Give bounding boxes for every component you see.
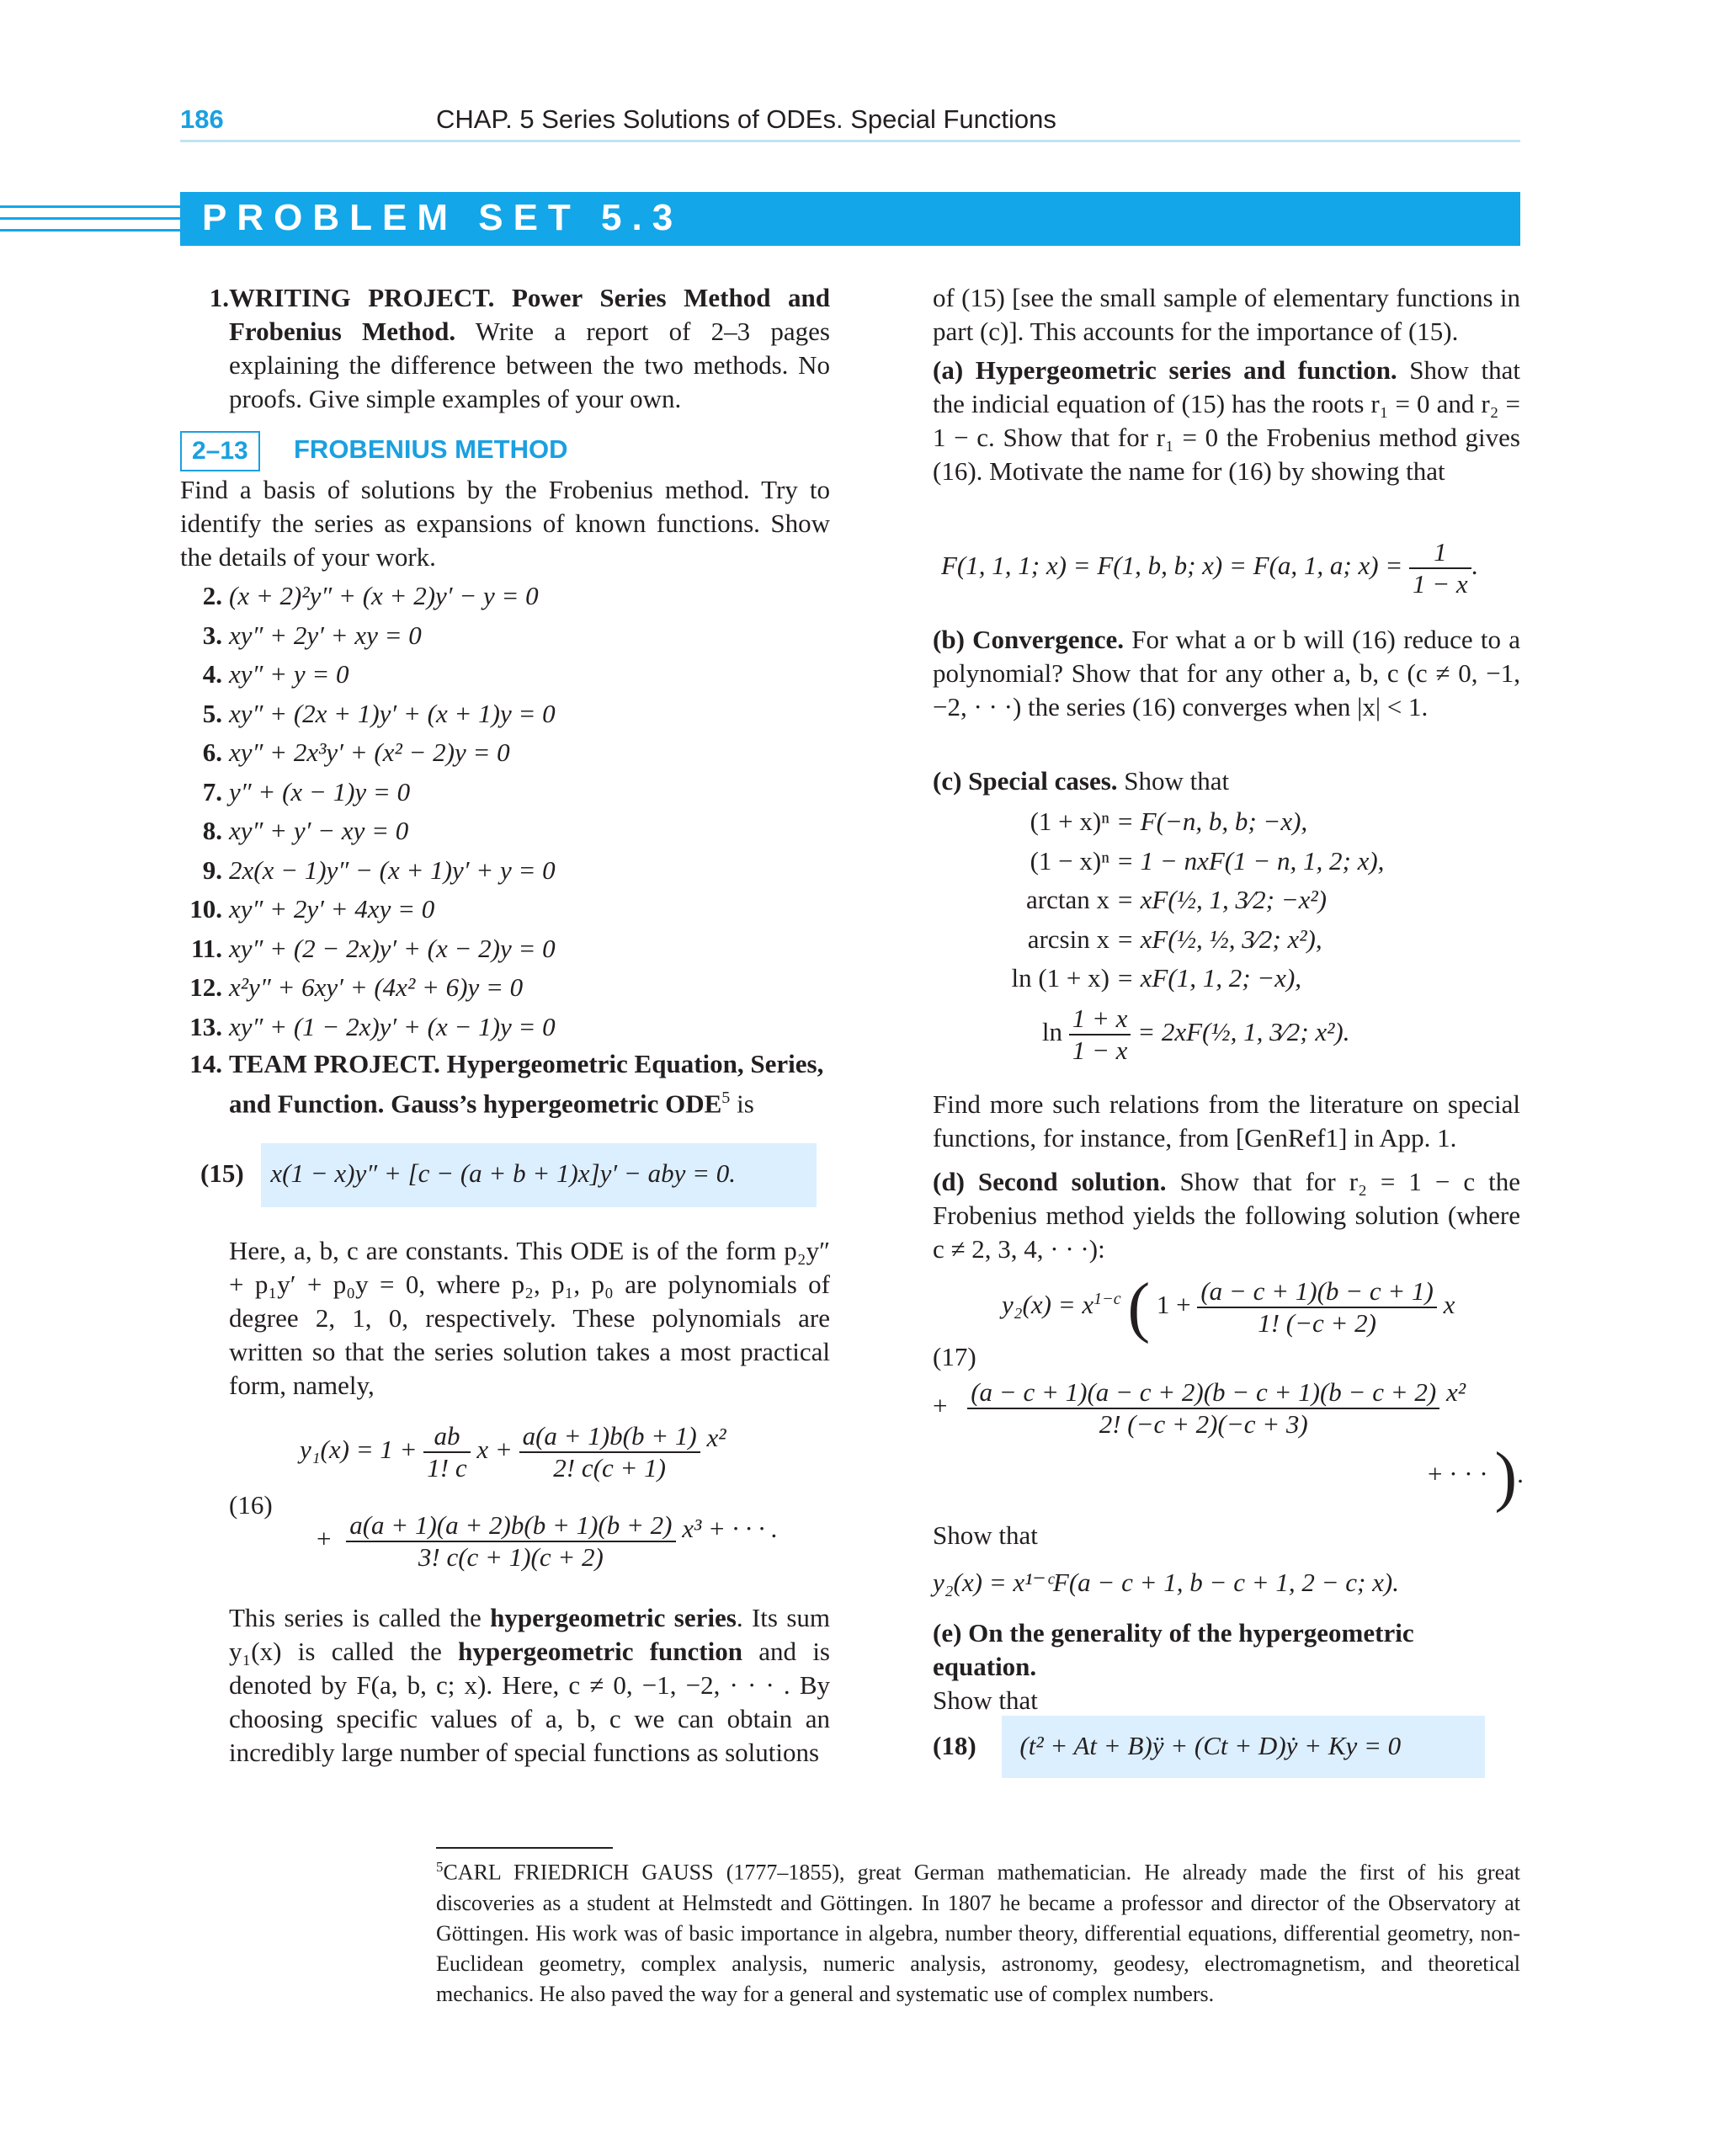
right-cont: of (15) [see the small sample of elementary functions in part (c)]. This accounts for the importance of (15). — [933, 283, 1520, 346]
eq17-paren-open: ( — [1127, 1270, 1151, 1344]
eq17-exp: 1−c — [1093, 1289, 1121, 1308]
special-case — [933, 885, 1327, 915]
eq17-frac2-den: 2! (−c + 2)(−c + 3) — [1099, 1409, 1308, 1439]
problem-item — [180, 777, 410, 807]
eq18-text: (t² + At + B)ÿ + (Ct + D)ẏ + Ky = 0 — [1019, 1731, 1402, 1760]
problem-1-title: WRITING PROJECT. Power Series Method and Frobenius Method. — [229, 283, 830, 346]
part-c-more: Find more such relations from the literature on special functions, for instance, from [GenRef1] in App. 1. — [933, 1089, 1520, 1153]
banner-stripe — [0, 217, 180, 220]
equation-17-line2 — [933, 1377, 1466, 1440]
part-a-text: Show that the indicial equation of (15) has the roots r₁ = 0 and r₂ = 1 − c. Show that for r₁ = 0 the Frobenius method gives (16). Motivate the name for (16) by showing that — [933, 355, 1520, 486]
eq17-frac1-den: 1! (−c + 2) — [1258, 1308, 1377, 1338]
special-case-lhs: (1 − x)ⁿ — [1030, 845, 1109, 876]
problem-equation: xy″ + 2y′ + xy = 0 — [229, 620, 422, 650]
eq17-plus: + — [933, 1391, 948, 1421]
problem-item — [180, 972, 523, 1003]
term-hypergeometric-series: hypergeometric series — [490, 1603, 737, 1632]
problem-number: 6. — [202, 737, 222, 767]
problem-item — [180, 737, 510, 768]
footnote — [436, 1852, 1520, 2010]
eq16-x: x + — [476, 1435, 513, 1465]
special-case — [933, 924, 1322, 955]
special-case — [933, 807, 1307, 837]
eq17-dots: + · · · — [1428, 1459, 1488, 1489]
part-a-eq-text: F(1, 1, 1; x) = F(1, b, b; x) = F(a, 1, a; x) = — [941, 551, 1403, 581]
part-b — [933, 623, 1520, 724]
eq16-frac3-num: a(a + 1)(a + 2)b(b + 1)(b + 2) — [346, 1510, 675, 1542]
problem-item — [180, 934, 556, 964]
eq16-frac2 — [519, 1421, 700, 1483]
problem-equation: xy″ + 2y′ + 4xy = 0 — [229, 894, 435, 924]
problem-equation: xy″ + y = 0 — [229, 659, 349, 689]
problem-item — [180, 620, 422, 651]
equation-18 — [933, 1731, 1401, 1761]
footnote-marker: 5 — [721, 1089, 731, 1107]
para-series-text: and is denoted by F(a, b, c; x). Here, c ≠ 0, −1, −2, · · · . By choosing specific values of a, b, c we can obtain an incredibly large number of special functions as solutions — [229, 1637, 830, 1767]
eq18-label: (18) — [933, 1731, 976, 1760]
equation-17-line3: + · · · ). — [1428, 1440, 1524, 1514]
problem-number: 12. — [189, 972, 222, 1002]
problem-number: 7. — [202, 776, 222, 807]
part-a-title: (a) Hypergeometric series and function. — [933, 355, 1397, 385]
eq16-frac3-den: 3! c(c + 1)(c + 2) — [418, 1542, 604, 1572]
problem-item — [180, 659, 349, 689]
section-heading — [180, 431, 568, 471]
eq16-label: (16) — [229, 1490, 273, 1520]
problem-equation: x²y″ + 6xy′ + (4x² + 6)y = 0 — [229, 972, 524, 1002]
problem-set-banner — [0, 192, 1520, 246]
running-head: CHAP. 5 Series Solutions of ODEs. Special Functions — [436, 104, 1056, 134]
eq16-frac2-den: 2! c(c + 1) — [553, 1453, 666, 1483]
section-intro: Find a basis of solutions by the Frobenius method. Try to identify the series as expansions of known functions. Show the details of your work. — [180, 475, 830, 572]
part-e-text: Show that — [933, 1685, 1038, 1715]
part-a-frac-den: 1 − x — [1413, 569, 1468, 599]
eq17-frac2-num: (a − c + 1)(a − c + 2)(b − c + 1)(b − c + 2) — [967, 1377, 1439, 1409]
para-series-text: . Its sum y₁(x) is called the — [229, 1603, 831, 1666]
problem-number: 5. — [202, 698, 222, 728]
eq17-paren-close: ) — [1494, 1440, 1518, 1514]
banner-title: PROBLEM SET 5.3 — [202, 197, 684, 238]
eq16-x2: x² — [706, 1423, 726, 1453]
problem-14 — [180, 1047, 830, 1121]
eq16-frac1 — [423, 1421, 470, 1483]
special-case-ln — [1022, 1003, 1350, 1066]
eq17-frac1-num: (a − c + 1)(b − c + 1) — [1197, 1276, 1437, 1308]
problem-item — [180, 581, 539, 611]
special-case-lhs: ln (1 + x) — [1011, 963, 1109, 993]
para-series-text: This series is called the — [229, 1603, 491, 1632]
special-case-rhs: = 1 − nxF(1 − n, 1, 2; x), — [1116, 845, 1385, 876]
problem-item — [180, 855, 556, 886]
special-case-lhs: (1 + x)ⁿ — [1030, 807, 1109, 836]
eq17-x: x — [1443, 1290, 1455, 1320]
problem-item — [180, 699, 556, 729]
eq16-x3: x³ + · · · . — [682, 1514, 778, 1544]
footnote-text: CARL FRIEDRICH GAUSS (1777–1855), great German mathematician. He already made the first of his great discoveries as a student at Helmstedt and Göttingen. In 1807 he became a professor and director of the Observatory at Göttingen. His work was of basic importance in algebra, number theory, differential equations, differential geometry, non-Euclidean geometry, complex analysis, numeric analysis, astronomy, geodesy, electromagnetism, and theoretical mechanics. He also paved the way for a general and systematic use of complex numbers. — [436, 1860, 1520, 2006]
problem-equation: y″ + (x − 1)y = 0 — [229, 776, 411, 807]
banner-stripe — [0, 229, 180, 232]
part-c-text: Show that — [1117, 766, 1230, 796]
equation-17-line1 — [1002, 1270, 1455, 1344]
problem-equation: xy″ + y′ − xy = 0 — [229, 816, 409, 845]
part-d-text: Show that for r₂ = 1 − c the Frobenius method yields the following solution (where c ≠ 2, 3, 4, · · ·): — [933, 1167, 1520, 1264]
eq17-lhs: y₂(x) = x — [1002, 1290, 1094, 1320]
para-series — [229, 1601, 830, 1770]
footnote-number: 5 — [436, 1859, 444, 1875]
part-b-text: For what a or b will (16) reduce to a polynomial? Show that for any other a, b, c (c ≠ 0, −1, −2, · · ·) the series (16) converges when |x| < 1. — [933, 625, 1520, 721]
problem-number: 13. — [189, 1011, 222, 1041]
problem-equation: xy″ + (1 − 2x)y′ + (x − 1)y = 0 — [229, 1011, 556, 1041]
problem-14-is: is — [730, 1089, 754, 1119]
eq16-frac2-num: a(a + 1)b(b + 1) — [519, 1421, 700, 1453]
section-range: 2–13 — [180, 431, 260, 471]
part-a-frac-num: 1 — [1409, 537, 1471, 569]
problem-item — [180, 816, 408, 846]
problem-equation: (x + 2)²y″ + (x + 2)y′ − y = 0 — [229, 581, 539, 610]
part-b-title: (b) Convergence. — [933, 625, 1125, 654]
special-case-lhs: arcsin x — [1027, 924, 1109, 954]
para-here: Here, a, b, c are constants. This ODE is of the form p₂y″ + p₁y′ + p₀y = 0, where p₂, p₁, p₀ are polynomials of degree 2, 1, 0, respectively. These polynomials are written so that the series solution takes a most practical form, namely, — [229, 1236, 830, 1400]
section-title: FROBENIUS METHOD — [294, 434, 568, 464]
special-case-rhs: = xF(1, 1, 2; −x), — [1116, 963, 1302, 993]
ln-rhs: = 2xF(½, 1, 3⁄2; x²). — [1137, 1017, 1350, 1047]
problem-equation: 2x(x − 1)y″ − (x + 1)y′ + y = 0 — [229, 854, 556, 885]
special-case-lhs: arctan x — [1026, 885, 1109, 914]
eq16-lhs: y₁(x) = 1 + — [300, 1435, 418, 1465]
problem-item — [180, 1012, 556, 1042]
header-rule — [180, 140, 1520, 142]
problem-number: 10. — [189, 894, 222, 924]
special-case-rhs: = F(−n, b, b; −x), — [1116, 807, 1308, 836]
eq17-x2: x² — [1445, 1377, 1466, 1408]
part-c — [933, 764, 1520, 798]
footnote-rule — [436, 1847, 613, 1849]
eq17-frac2 — [967, 1377, 1439, 1440]
part-a — [933, 354, 1520, 488]
equation-16-line1 — [300, 1421, 726, 1483]
eq16-plus: + — [317, 1524, 332, 1554]
part-a-frac — [1409, 537, 1471, 599]
problem-equation: xy″ + 2x³y′ + (x² − 2)y = 0 — [229, 737, 510, 767]
problem-item — [180, 894, 434, 924]
part-e-title: (e) On the generality of the hypergeometric equation. — [933, 1618, 1414, 1681]
eq17-one: 1 + — [1156, 1290, 1191, 1320]
eq16-frac3 — [346, 1510, 675, 1573]
ln-frac-den: 1 − x — [1072, 1035, 1128, 1065]
ln-frac-num: 1 + x — [1069, 1003, 1131, 1035]
eq17-label: (17) — [933, 1342, 976, 1371]
problem-number: 11. — [190, 933, 222, 963]
special-case — [933, 846, 1384, 876]
equation-16-line2 — [317, 1510, 778, 1573]
eq16-frac1-num: ab — [423, 1421, 470, 1453]
show-that: Show that — [933, 1520, 1038, 1550]
part-e — [933, 1616, 1520, 1717]
problem-equation: xy″ + (2x + 1)y′ + (x + 1)y = 0 — [229, 698, 556, 728]
eq17-frac1 — [1197, 1276, 1437, 1339]
ln-frac — [1069, 1003, 1131, 1066]
term-hypergeometric-function: hypergeometric function — [458, 1637, 742, 1666]
eq15-text: x(1 − x)y″ + [c − (a + b + 1)x]y′ − aby = 0. — [270, 1158, 737, 1188]
special-case-rhs: = xF(½, ½, 3⁄2; x²), — [1116, 924, 1322, 954]
problem-number: 3. — [202, 620, 222, 650]
problem-number: 2. — [202, 581, 222, 610]
problem-1-text: Write a report of 2–3 pages explaining the difference between the two methods. No proofs. Give simple examples of your own. — [229, 317, 830, 413]
equation-15 — [200, 1158, 736, 1189]
problem-1 — [180, 281, 830, 416]
problem-14-title: TEAM PROJECT. Hypergeometric Equation, Series, and Function. Gauss’s hypergeometric ODE — [229, 1049, 824, 1119]
ln-label: ln — [1041, 1017, 1062, 1047]
special-case-rhs: = xF(½, 1, 3⁄2; −x²) — [1116, 885, 1327, 914]
part-d-title: (d) Second solution. — [933, 1167, 1167, 1196]
problem-number: 8. — [202, 816, 222, 845]
eq16-frac1-den: 1! c — [427, 1453, 467, 1483]
part-d — [933, 1165, 1520, 1266]
page-number: 186 — [180, 104, 224, 134]
problem-14-number: 14. — [189, 1049, 222, 1078]
problem-number: 4. — [202, 659, 222, 689]
problem-number: 9. — [202, 854, 222, 885]
problem-equation: xy″ + (2 − 2x)y′ + (x − 2)y = 0 — [229, 933, 556, 963]
part-c-title: (c) Special cases. — [933, 766, 1118, 796]
problem-1-number: 1. — [209, 283, 229, 312]
banner-stripe — [0, 205, 180, 208]
special-case — [933, 963, 1301, 993]
eq15-label: (15) — [200, 1158, 244, 1188]
part-a-equation: F(1, 1, 1; x) = F(1, b, b; x) = F(a, 1, a; x) = $\frac{1}{1 - x}$ . — [941, 537, 1478, 599]
y2-equation: y₂(x) = x¹⁻ᶜF(a − c + 1, b − c + 1, 2 − c; x). — [933, 1568, 1399, 1597]
